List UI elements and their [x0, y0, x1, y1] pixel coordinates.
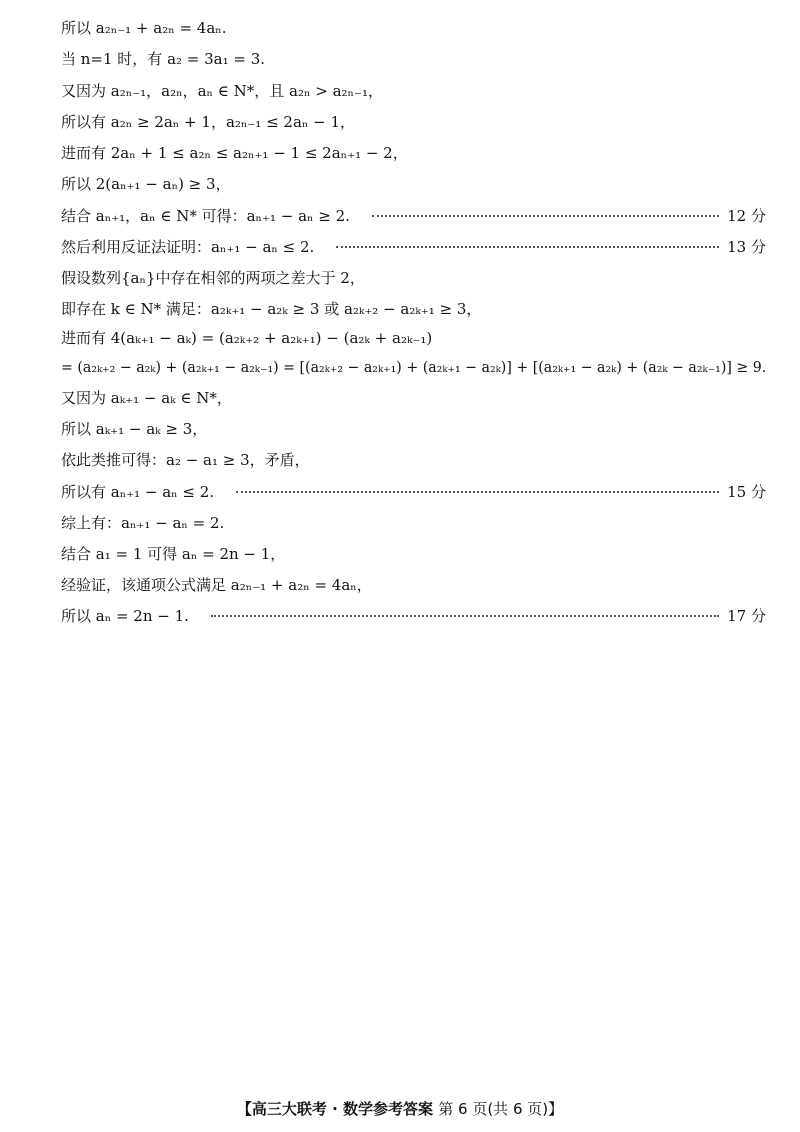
solution-line	[61, 512, 766, 534]
score-leader	[336, 236, 766, 258]
page-footer	[0, 1098, 800, 1119]
line-text: 所以 2(aₙ₊₁ − aₙ) ≥ 3，	[61, 175, 231, 193]
line-text: = (a₂ₖ₊₂ − a₂ₖ) + (a₂ₖ₊₁ − a₂ₖ₋₁) = [(a₂ₖ₊₂ − a₂ₖ₊₁) + (a₂ₖ₊₁ − a₂ₖ)] + [(a₂ₖ₊₁ − a₂ₖ) + (a₂ₖ − a₂ₖ₋₁)] ≥ 9.	[61, 358, 767, 376]
line-text: 依此类推可得：a₂ − a₁ ≥ 3，矛盾，	[61, 451, 310, 469]
line-text: 所以有 a₂ₙ ≥ 2aₙ + 1，a₂ₙ₋₁ ≤ 2aₙ − 1，	[61, 113, 356, 131]
solution-line	[61, 111, 766, 133]
solution-line	[61, 48, 766, 70]
solution-line	[61, 574, 766, 596]
score-leader	[211, 605, 766, 627]
line-text: 结合 a₁ = 1 可得 aₙ = 2n − 1，	[61, 545, 286, 563]
score-mark: 12 分	[727, 207, 766, 225]
line-text: 综上有：aₙ₊₁ − aₙ = 2.	[61, 514, 225, 532]
footer-title: 【高三大联考 · 数学参考答案	[236, 1100, 434, 1118]
solution-line	[61, 236, 766, 258]
solution-line	[61, 481, 766, 503]
score-mark: 17 分	[727, 607, 766, 625]
solution-line	[61, 17, 766, 39]
solution-line	[61, 142, 766, 164]
solution-line	[61, 327, 766, 349]
line-text: 进而有 2aₙ + 1 ≤ a₂ₙ ≤ a₂ₙ₊₁ − 1 ≤ 2aₙ₊₁ − 2，	[61, 144, 408, 162]
solution-line	[61, 80, 766, 102]
line-text: 又因为 a₂ₙ₋₁，a₂ₙ，aₙ ∈ N*，且 a₂ₙ > a₂ₙ₋₁，	[61, 82, 383, 100]
dot-leader	[236, 491, 719, 493]
line-text: 然后利用反证法证明：aₙ₊₁ − aₙ ≤ 2.	[61, 238, 315, 256]
line-text: 所以 aₖ₊₁ − aₖ ≥ 3，	[61, 420, 208, 438]
solution-line	[61, 387, 766, 409]
solution-line	[61, 173, 766, 195]
line-text: 结合 aₙ₊₁，aₙ ∈ N* 可得：aₙ₊₁ − aₙ ≥ 2.	[61, 207, 350, 225]
solution-line	[61, 205, 766, 227]
score-leader	[372, 205, 766, 227]
solution-line	[61, 543, 766, 565]
line-text: 所以有 aₙ₊₁ − aₙ ≤ 2.	[61, 483, 215, 501]
score-mark: 13 分	[727, 238, 766, 256]
line-text: 所以 aₙ = 2n − 1.	[61, 607, 189, 625]
score-mark: 15 分	[727, 483, 766, 501]
solution-line	[61, 298, 766, 320]
score-leader	[236, 481, 766, 503]
solution-line	[61, 356, 766, 378]
footer-page-number: 第 6 页(共 6 页)】	[438, 1100, 564, 1118]
solution-line	[61, 267, 766, 289]
line-text: 假设数列{aₙ}中存在相邻的两项之差大于 2，	[61, 269, 365, 287]
line-text: 所以 a₂ₙ₋₁ + a₂ₙ = 4aₙ.	[61, 19, 227, 37]
line-text: 当 n=1 时，有 a₂ = 3a₁ = 3.	[61, 50, 266, 68]
solution-line	[61, 449, 766, 471]
line-text: 经验证，该通项公式满足 a₂ₙ₋₁ + a₂ₙ = 4aₙ，	[61, 576, 372, 594]
dot-leader	[336, 246, 719, 248]
line-text: 即存在 k ∈ N* 满足：a₂ₖ₊₁ − a₂ₖ ≥ 3 或 a₂ₖ₊₂ − a₂ₖ₊₁ ≥ 3，	[61, 300, 482, 318]
solution-line	[61, 605, 766, 627]
line-text: 又因为 aₖ₊₁ − aₖ ∈ N*，	[61, 389, 232, 407]
line-text: 进而有 4(aₖ₊₁ − aₖ) = (a₂ₖ₊₂ + a₂ₖ₊₁) − (a₂ₖ + a₂ₖ₋₁)	[61, 329, 433, 347]
dot-leader	[211, 615, 719, 617]
dot-leader	[372, 215, 719, 217]
solution-line	[61, 418, 766, 440]
